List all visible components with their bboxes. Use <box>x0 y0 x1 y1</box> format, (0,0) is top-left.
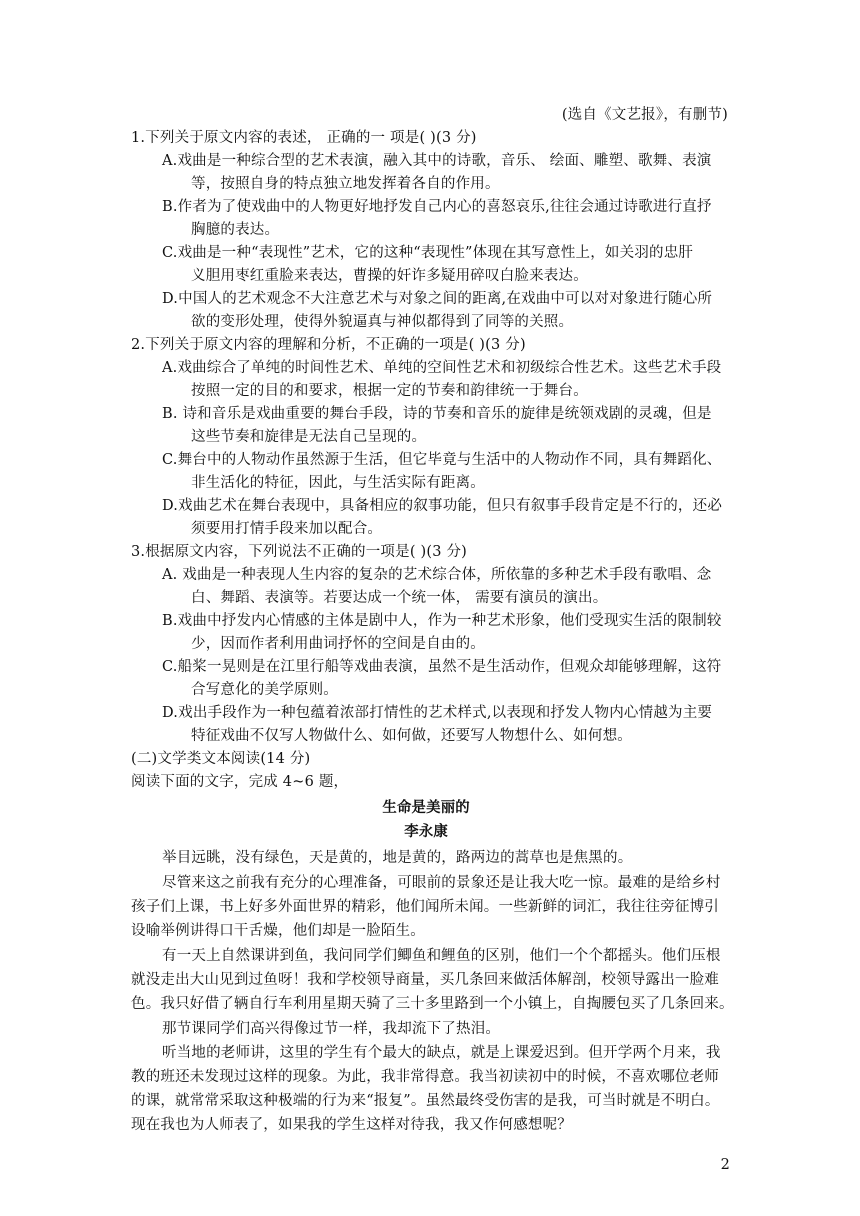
paragraph-5-line-1: 听当地的老师讲，这里的学生有个最大的缺点，就是上课爱迟到。但开学两个月来，我 <box>162 1045 721 1061</box>
option-d-line-2: 须要用打情手段来加以配合。 <box>191 521 383 537</box>
option-a-line-1: A.戏曲是一种综合型的艺术表演，融入其中的诗歌，音乐、 绘面、雕塑、歌舞、表演 <box>162 153 712 169</box>
question-stem: 1.下列关于原文内容的表述， 正确的一 项是( )(3 分) <box>131 130 477 146</box>
option-b-line-1: B. 诗和音乐是戏曲重要的舞台手段，诗的节奏和音乐的旋律是统领戏剧的灵魂，但是 <box>162 406 712 422</box>
paragraph-2-line-1: 尽管来这之前我有充分的心理准备，可眼前的景象还是让我大吃一惊。最难的是给乡村 <box>162 875 721 891</box>
option-d-line-2: 欲的变形处理，使得外貌逼真与神似都得到了同等的关照。 <box>191 314 574 330</box>
source-note: (选自《文艺报》，有删节) <box>561 107 728 123</box>
option-a-line-1: A.戏曲综合了单纯的时间性艺术、单纯的空间性艺术和初级综合性艺术。这些艺术手段 <box>162 360 722 376</box>
reading-instruction: 阅读下面的文字，完成 4~6 题， <box>131 774 349 790</box>
option-d-line-1: D.中国人的艺术观念不大注意艺术与对象之间的距离,在戏曲中可以对对象进行随心所 <box>162 291 713 307</box>
option-b-line-1: B.作者为了使戏曲中的人物更好地抒发自己内心的喜怒哀乐,往往会通过诗歌进行直抒 <box>162 199 712 215</box>
paragraph-2-line-3: 设喻举例讲得口干舌燥，他们却是一脸陌生。 <box>131 923 425 939</box>
question-stem: 3.根据原文内容，下列说法不正确的一项是( )(3 分) <box>131 544 468 560</box>
page-number: 2 <box>720 1157 730 1173</box>
question-stem: 2.下列关于原文内容的理解和分析，不正确的一项是( )(3 分) <box>131 337 526 353</box>
option-c-line-1: C.舞台中的人物动作虽然源于生活，但它毕竟与生活中的人物动作不同，具有舞蹈化、 <box>162 452 722 468</box>
option-d-line-1: D.戏曲艺术在舞台表现中，具备相应的叙事功能，但只有叙事手段肯定是不行的，还必 <box>162 498 723 514</box>
paragraph-5-line-3: 的课，就常常采取这种极端的行为来“报复”。虽然最终受伤害的是我，可当时就是不明白。 <box>131 1093 720 1109</box>
option-b-line-2: 少，因而作者利用曲词抒怀的空间是自由的。 <box>191 636 485 652</box>
option-d-line-2: 特征戏曲不仅写人物做什么、如何做，还要写人物想什么、如何想。 <box>191 728 632 744</box>
paragraph-1-line-1: 举目远眺，没有绿色，天是黄的，地是黄的，路两边的蒿草也是焦黑的。 <box>162 850 633 866</box>
option-c-line-1: C.船桨一晃则是在江里行船等戏曲表演，虽然不是生活动作，但观众却能够理解，这符 <box>162 659 722 675</box>
option-a-line-2: 等，按照自身的特点独立地发挥着各自的作用。 <box>191 176 500 192</box>
option-c-line-1: C.戏曲是一种“表现性”艺术，它的这种“表现性”体现在其写意性上，如关羽的忠肝 <box>162 245 694 261</box>
option-d-line-1: D.戏出手段作为一种包蕴着浓部打情性的艺术样式,以表现和抒发人物内心情越为主要 <box>162 705 713 721</box>
section-heading: (二)文学类文本阅读(14 分) <box>131 751 311 767</box>
option-b-line-2: 胸臆的表达。 <box>191 222 280 238</box>
option-a-line-1: A. 戏曲是一种表现人生内容的复杂的艺术综合体，所依靠的多种艺术手段有歌唱、念 <box>162 567 712 583</box>
article-title: 生命是美丽的 <box>382 800 470 816</box>
paragraph-5-line-2: 教的班还未发现过这样的现象。为此，我非常得意。我当初读初中的时候，不喜欢哪位老师 <box>131 1069 719 1085</box>
option-a-line-2: 按照一定的目的和要求，根据一定的节奏和韵律统一于舞台。 <box>191 383 588 399</box>
paragraph-3-line-2: 就没走出大山见到过鱼呀！我和学校领导商量，买几条回来做活体解剖，校领导露出一脸难 <box>131 972 719 988</box>
paragraph-5-line-4: 现在我也为人师表了，如果我的学生这样对待我，我又作何感想呢？ <box>131 1117 572 1133</box>
paragraph-4-line-1: 那节课同学们高兴得像过节一样，我却流下了热泪。 <box>162 1021 501 1037</box>
paragraph-3-line-1: 有一天上自然课讲到鱼，我问同学们鲫鱼和鲤鱼的区别，他们一个个都摇头。他们压根 <box>162 948 721 964</box>
option-c-line-2: 非生活化的特征，因此，与生活实际有距离。 <box>191 475 485 491</box>
option-b-line-2: 这些节奏和旋律是无法自己呈现的。 <box>191 429 427 445</box>
option-c-line-2: 义胆用枣红重脸来表达，曹操的奸诈多疑用碎叹白脸来表达。 <box>191 268 588 284</box>
option-b-line-1: B.戏曲中抒发内心情感的主体是剧中人，作为一种艺术形象，他们受现实生活的限制较 <box>162 613 722 629</box>
paragraph-3-line-3: 色。我只好借了辆自行车利用星期天骑了三十多里路到一个小镇上，自掏腰包买了几条回来。 <box>131 996 734 1012</box>
article-author: 李永康 <box>404 824 448 840</box>
paragraph-2-line-2: 孩子们上课，书上好多外面世界的精彩，他们闻所未闻。一些新鲜的词汇，我往往旁征博引 <box>131 899 719 915</box>
option-c-line-2: 合写意化的美学原则。 <box>191 682 338 698</box>
option-a-line-2: 白、舞蹈、表演等。若要达成一个统一体， 需要有演员的演出。 <box>191 590 608 606</box>
